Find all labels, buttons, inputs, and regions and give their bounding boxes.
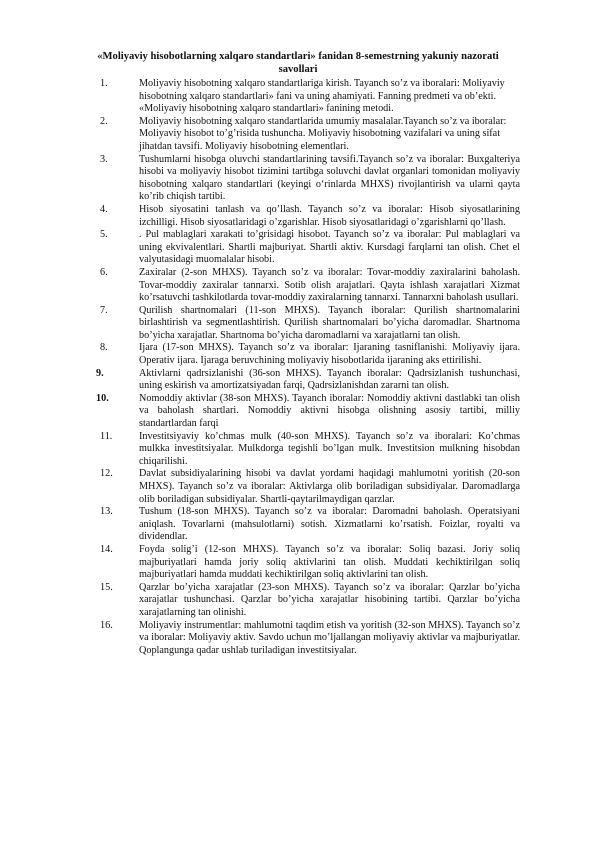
item-number: 13. — [100, 506, 113, 518]
item-number: 10. — [96, 392, 109, 404]
item-text: Moliyaviy hisobotning xalqaro standartlariga kirish. Tayanch so’z va iboralari: Moliyaviy hisobotning xalqaro standartlari» fani va uning ahamiyati. Fanning predmeti va ob’ekti. «Moliyaviy hisobotning xalqaro standartlari» fanining metodi. — [139, 78, 505, 115]
list-item — [92, 544, 520, 582]
item-text: Moliyaviy instrumentlar: mahlumotni taqdim etish va yoritish (32-son MHXS). Tayanch so’z va iboralar: Moliyaviy aktiv. Savdo uchun mo’ljallangan moliyaviy aktivlar va majburiyatlar. Qoplangunga qadar ushlab turiladigan investitsiyalar. — [139, 619, 520, 656]
item-text: Qurilish shartnomalari (11-son MHXS). Tayanch iboralar: Qurilish shartnomalarini birlashtirish va segmentlashtirish. Qurilish shartnomalari bo’yicha daromadlar. Shartnoma bo’yicha xarajatlar. Shartnoma bo’yicha daromadlarni va xarajatlarni tan olish. — [139, 304, 520, 341]
list-item — [92, 78, 520, 116]
item-number: 11. — [100, 430, 113, 442]
item-text: Moliyaviy hisobotning xalqaro standartlarida umumiy masalalar.Tayanch so’z va iboralar: Moliyaviy hisobot to’g’risida tushuncha. Moliyaviy hisobotning vazifalari va uning sifat jihatdan tavsifi. Moliyaviy hisobotning elementlari. — [139, 115, 507, 152]
item-number: 15. — [100, 581, 113, 593]
list-item — [92, 582, 520, 620]
item-number: 6. — [100, 266, 108, 278]
item-text: Aktivlarni qadrsizlanishi (36-son MHXS). Tayanch iboralar: Qadrsizlanish tushunchasi, uning eskirish va amortizatsiyadan farqi, Qadrsizlanishdan zararni tan olish. — [139, 367, 520, 392]
list-item — [92, 305, 520, 343]
item-text: Foyda solig’i (12-son MHXS). Tayanch so’z va iboralar: Soliq bazasi. Joriy soliq majburiyatlari hamda joriy soliq aktivlarini tan olish. Muddati kechiktirilgan soliq majburiyatlari hamda muddati kechiktirilgan soliq aktivlarini tan olish. — [139, 543, 520, 581]
list-item — [92, 506, 520, 544]
list-item — [92, 154, 520, 204]
item-number: 2. — [100, 115, 108, 127]
item-text: Hisob siyosatini tanlash va qo’llash. Tayanch so’z va iboralar: Hisob siyosatlarining izchilligi. Hisob siyosatlaridagi o’zgarishlar. Hisob siyosatlaridagi o’zgarishlarni qo’llash. — [139, 203, 520, 228]
list-item — [92, 620, 520, 658]
item-number: 1. — [100, 78, 108, 89]
item-number: 5. — [100, 229, 108, 241]
item-number: 14. — [100, 543, 113, 555]
item-text: Tushumlarni hisobga oluvchi standartlarining tavsifi.Tayanch so’z va iboralar: Buxgalteriya hisobi va moliyaviy hisobot tizimini tartibga soluvchi davlat organlari tomonidan moliyaviy hisobotning xalqaro standartlari (keyingi o‘rinlarda MHXS) rivojlantirish va ularni qayta ko’rib chiqish tartibi. — [139, 153, 520, 203]
list-item — [92, 393, 520, 431]
item-text: Investitsiyaviy ko’chmas mulk (40-son MHXS). Tayanch so’z va iboralari: Ko’chmas mulkka investitsiyalar. Mulkdorga tegishli bo’lgan mulk. Investitsion mulkning hisobdan chiqarilishi. — [139, 430, 520, 467]
item-number: 7. — [100, 304, 108, 316]
item-number: 9. — [96, 367, 104, 379]
list-item — [92, 229, 520, 267]
list-item — [92, 468, 520, 506]
item-text: Zaxiralar (2-son MHXS). Tayanch so’z va iboralar: Tovar-moddiy zaxiralarini baholash. Tovar-moddiy zaxiralar tannarxi. Sotib olish arajatlari. Qayta ishlash xarajatlari Xizmat ko’rsatuvchi tashkilotlarda tovar-moddiy zaxiralarning tannarxi. Tannarxni baholash usullari. — [139, 266, 520, 304]
question-list — [92, 78, 520, 657]
page-title: «Moliyaviy hisobotlarning xalqaro standartlari» fanidan 8-semestrning yakuniy nazorati savollari — [97, 51, 499, 76]
item-text: Davlat subsidiyalarining hisobi va davlat yordami haqidagi mahlumotni yoritish (20-son MHXS). Tayanch so’z va iboralar: Aktivlarga olib boriladigan subsidiyalar. Daromadlarga olib boriladigan subsidiyalar. Shartli-qaytarilmaydigan qarzlar. — [139, 468, 520, 505]
item-number: 3. — [100, 153, 108, 165]
item-text: . Pul mablaglari xarakati to’grisidagi hisobot. Tayanch so’z va iboralar: Pul mablaglari va uning ekvivalentlari. Shartli majburiyat. Shartli aktiv. Kursdagi farqlarni tan olish. Chet el valyutasidagi muomalalar hisobi. — [139, 229, 520, 266]
item-text: Qarzlar bo’yicha xarajatlar (23-son MHXS). Tayanch so’z va iboralar: Qarzlar bo’yicha xarajatlar tushunchasi. Qarzlar bo’yicha xarajatlar hisobining tartibi. Qarzlar bo’yicha xarajatlarning tan olinishi. — [139, 581, 520, 618]
item-number: 8. — [100, 342, 108, 354]
list-item — [92, 431, 520, 469]
item-number: 12. — [100, 468, 113, 480]
list-item — [92, 267, 520, 305]
item-text: Nomoddiy aktivlar (38-son MHXS). Tayanch iboralar: Nomoddiy aktivni dastlabki tan olish va baholash shartlari. Nomoddiy aktivni hisobga olishning asosiy tartibi, milliy standartlardan farqi — [139, 392, 520, 430]
item-text: Ijara (17-son MHXS). Tayanch so’z va iboralar: Ijaraning tasniflanishi. Moliyaviy ijara. Operativ ijara. Ijaraga beruvchining moliyaviy hisobotlarida ijaraning aks ettirilishi. — [139, 342, 520, 367]
list-item — [92, 368, 520, 393]
item-number: 4. — [100, 203, 108, 215]
item-number: 16. — [100, 619, 113, 631]
item-text: Tushum (18-son MHXS). Tayanch so’z va iboralar: Daromadni baholash. Operatsiyani aniqlash. Tovarlarni (mahsulotlarni) sotish. Xizmatlarni ko’rsatish. Foizlar, royalti va dividendlar. — [139, 506, 520, 543]
list-item — [92, 342, 520, 367]
list-item — [92, 116, 520, 154]
list-item — [92, 204, 520, 229]
